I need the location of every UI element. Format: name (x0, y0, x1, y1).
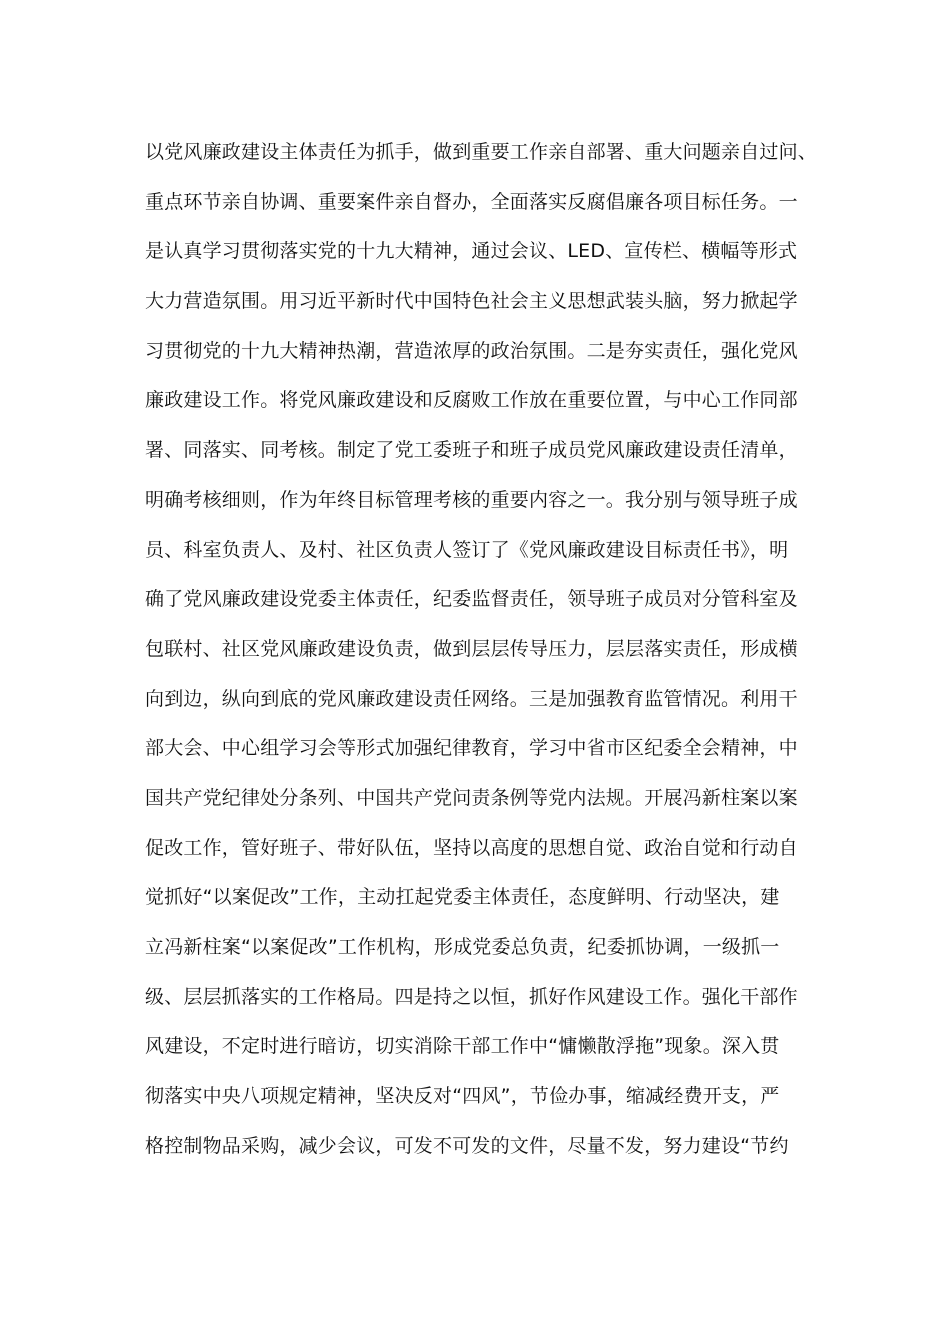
text-line: 确了党风廉政建设党委主体责任，纪委监督责任，领导班子成员对分管科室及 (145, 588, 798, 611)
body-paragraph (145, 128, 818, 1171)
text-line: 部大会、中心组学习会等形式加强纪律教育，学习中省市区纪委全会精神，中 (145, 737, 798, 760)
text-line: 彻落实中央八项规定精神，坚决反对“四风”，节俭办事，缩减经费开支，严 (145, 1085, 780, 1108)
text-line: 促改工作，管好班子、带好队伍，坚持以高度的思想自觉、政治自觉和行动自 (145, 836, 798, 859)
text-line: 国共产党纪律处分条列、中国共产党问责条例等党内法规。开展冯新柱案以案 (145, 786, 798, 809)
text-line: 立冯新柱案“以案促改”工作机构，形成党委总负责，纪委抓协调，一级抓一 (145, 936, 780, 958)
text-line: 习贯彻党的十九大精神热潮，营造浓厚的政治氛围。二是夯实责任，强化党风 (145, 339, 798, 362)
text-line: 级、层层抓落实的工作格局。四是持之以恒，抓好作风建设工作。强化干部作 (145, 985, 798, 1008)
text-line: 明确考核细则，作为年终目标管理考核的重要内容之一。我分别与领导班子成 (145, 488, 798, 511)
text-line: 重点环节亲自协调、重要案件亲自督办，全面落实反腐倡廉各项目标任务。一 (145, 190, 798, 213)
text-line: 格控制物品采购，减少会议，可发不可发的文件，尽量不发，努力建设“节约 (145, 1134, 789, 1157)
text-line: 员、科室负责人、及村、社区负责人签订了《党风廉政建设目标责任书》，明 (145, 538, 789, 561)
text-line: 风建设，不定时进行暗访，切实消除干部工作中“慵懒散浮拖”现象。深入贯 (145, 1035, 780, 1058)
text-line: 是认真学习贯彻落实党的十九大精神，通过会议、LED、宣传栏、横幅等形式 (145, 240, 798, 263)
text-line: 廉政建设工作。将党风廉政建设和反腐败工作放在重要位置，与中心工作同部 (145, 389, 798, 412)
text-line: 大力营造氛围。用习近平新时代中国特色社会主义思想武装头脑，努力掀起学 (145, 290, 798, 313)
text-line: 包联村、社区党风廉政建设负责，做到层层传导压力，层层落实责任，形成横 (145, 637, 798, 660)
text-line: 觉抓好“以案促改”工作，主动扛起党委主体责任，态度鲜明、行动坚决，建 (145, 886, 780, 909)
text-line: 署、同落实、同考核。制定了党工委班子和班子成员党风廉政建设责任清单， (145, 439, 798, 462)
text-line: 向到边，纵向到底的党风廉政建设责任网络。三是加强教育监管情况。利用干 (145, 687, 798, 710)
text-line: 以党风廉政建设主体责任为抓手，做到重要工作亲自部署、重大问题亲自过问、 (145, 141, 818, 163)
